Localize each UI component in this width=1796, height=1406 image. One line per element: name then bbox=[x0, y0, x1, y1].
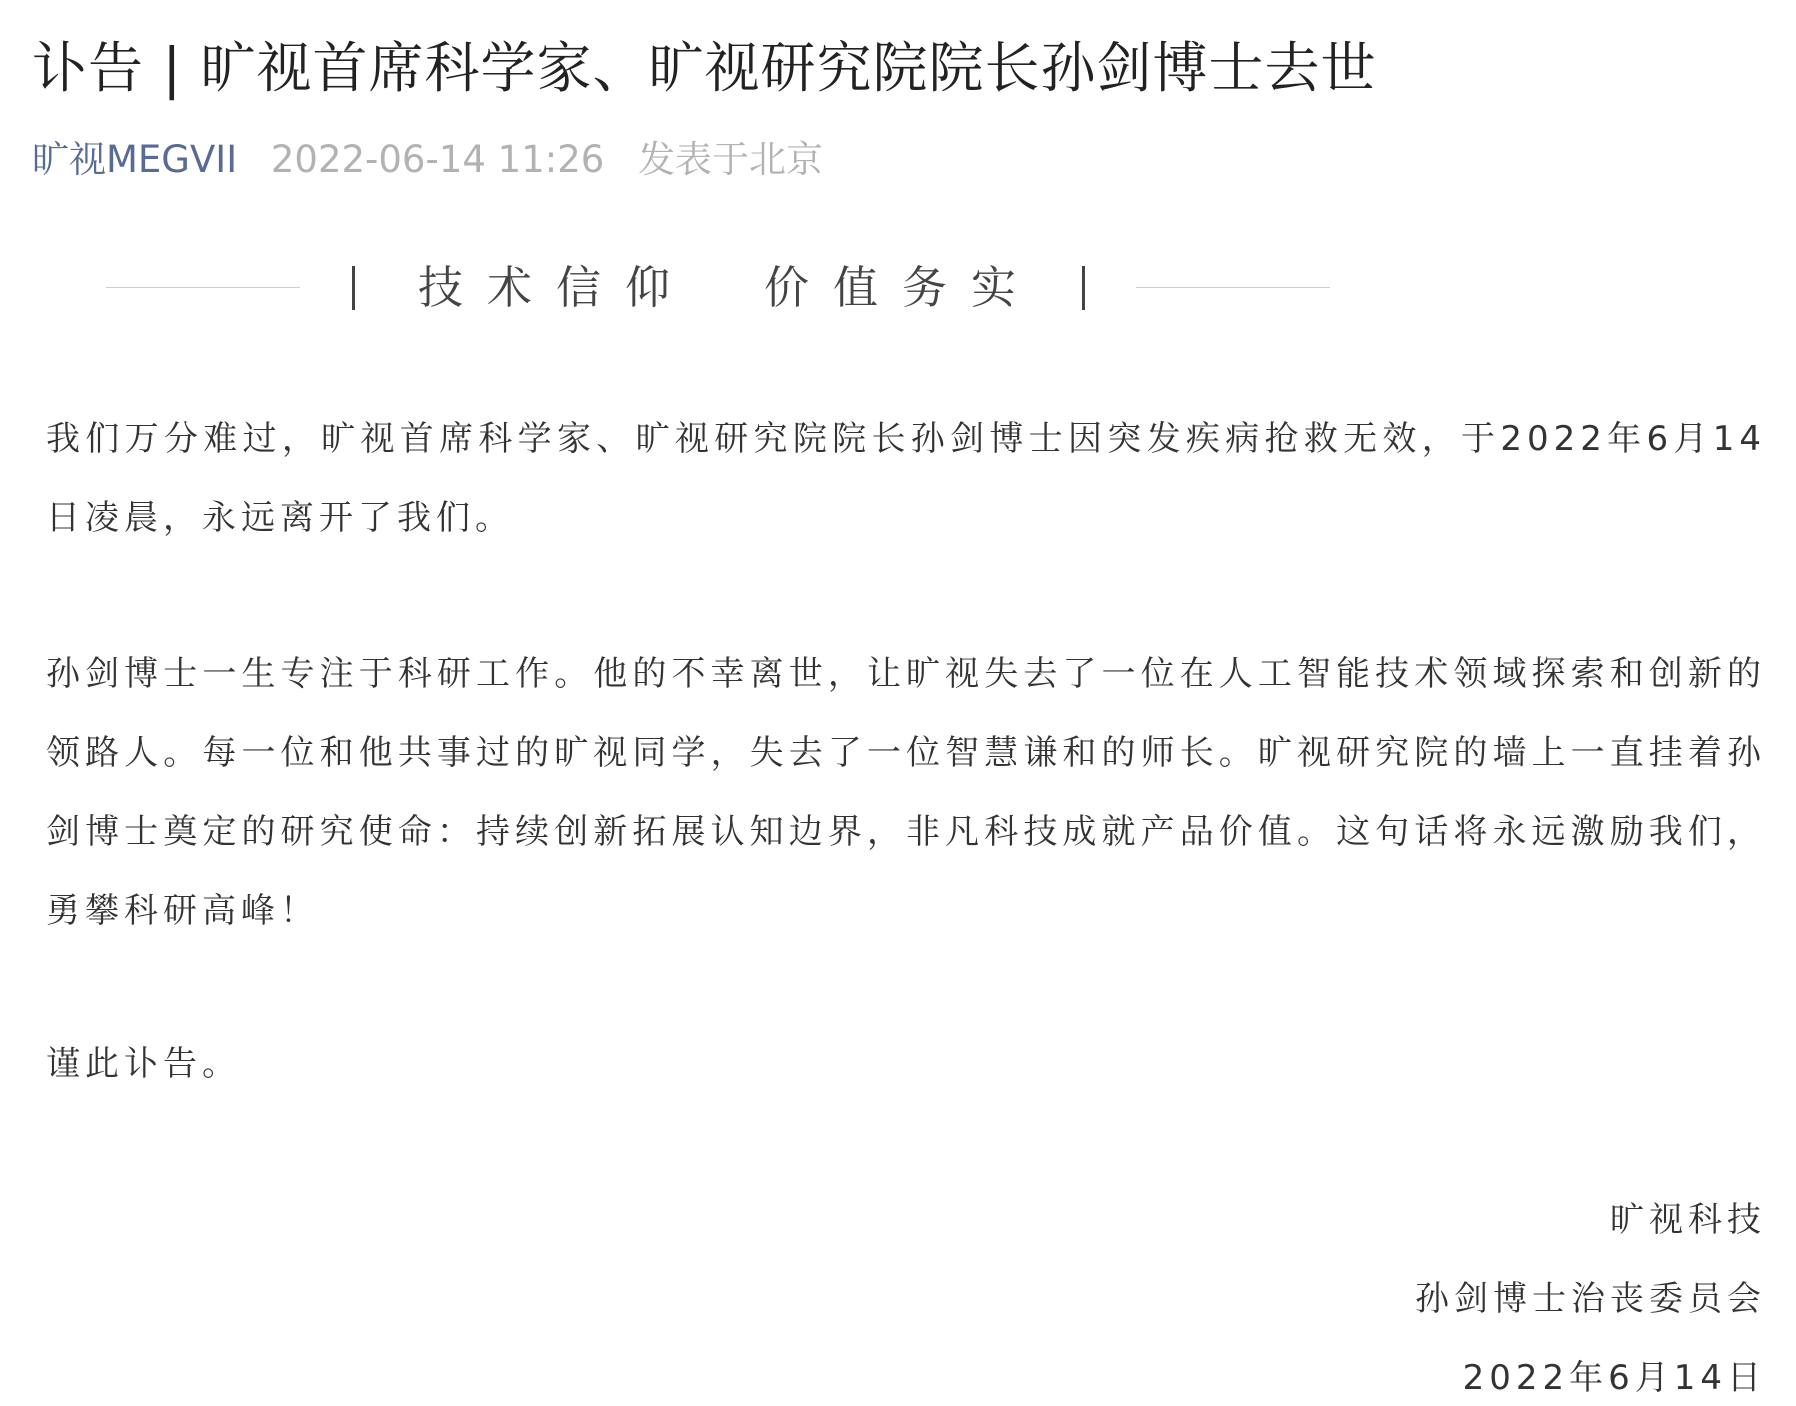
body-paragraph-1: 我们万分难过，旷视首席科学家、旷视研究院院长孙剑博士因突发疾病抢救无效，于2022年6月14日凌晨，永远离开了我们。 bbox=[46, 419, 1766, 538]
motto-bar-right bbox=[1082, 266, 1085, 310]
body-paragraph-3: 谨此讣告。 bbox=[46, 1044, 241, 1084]
signature-company: 旷视科技 bbox=[1610, 1200, 1766, 1240]
motto-divider-left bbox=[106, 287, 300, 288]
motto-bar-left bbox=[352, 266, 355, 310]
article-meta bbox=[32, 136, 823, 184]
motto-phrase-one: 技术信仰 bbox=[418, 261, 695, 314]
account-name-link[interactable]: 旷视MEGVII bbox=[32, 138, 238, 181]
body-paragraph-2: 孙剑博士一生专注于科研工作。他的不幸离世，让旷视失去了一位在人工智能技术领域探索和创新的领路人。每一位和他共事过的旷视同学，失去了一位智慧谦和的师长。旷视研究院的墙上一直挂着孙剑博士奠定的研究使命：持续创新拓展认知边界，非凡科技成就产品价值。这句话将永远激励我们，勇攀科研高峰！ bbox=[46, 654, 1766, 931]
motto-divider-right bbox=[1136, 287, 1330, 288]
motto-banner bbox=[106, 256, 1330, 320]
publish-time: 2022-06-14 11:26 bbox=[270, 138, 605, 181]
signature-committee: 孙剑博士治丧委员会 bbox=[1415, 1279, 1766, 1319]
publish-location: 发表于北京 bbox=[638, 138, 824, 181]
motto-phrase-two: 价值务实 bbox=[764, 261, 1041, 314]
signature-date: 2022年6月14日 bbox=[1462, 1358, 1766, 1398]
article-title: 讣告 | 旷视首席科学家、旷视研究院院长孙剑博士去世 bbox=[32, 36, 1377, 100]
